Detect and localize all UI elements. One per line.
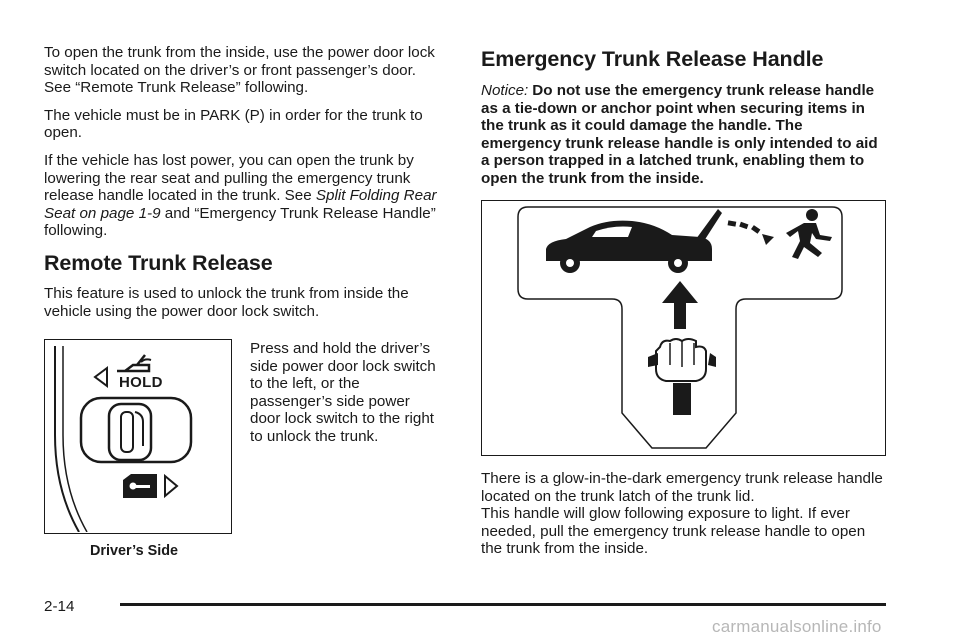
release-handle-illustration: [482, 201, 884, 454]
power-loss-paragraph: [44, 152, 444, 240]
remote-trunk-heading: Remote Trunk Release: [44, 251, 273, 275]
power-loss-text: If the vehicle has lost power, you can open the trunk by lowering the rear seat and pulling the emergency trunk release handle located in the trunk. See: [44, 151, 414, 205]
power-loss-text-end: and “Emergency Trunk Release Handle” following.: [44, 204, 436, 240]
watermark: carmanualsonline.info: [712, 617, 882, 636]
notice-text: Do not use the emergency trunk release handle as a tie-down or anchor point when securing items in the trunk as it could damage the handle. The emergency trunk release handle is only intended to aid a person trapped in a latched trunk, enabling them to open the trunk from the inside.: [481, 82, 878, 187]
feature-paragraph: This feature is used to unlock the trunk from inside the vehicle using the power door lock switch.: [44, 285, 409, 320]
release-handle-grip[interactable]: [673, 383, 691, 415]
glow-text-1: There is a glow-in-the-dark emergency trunk release handle located on the trunk latch of the trunk lid.: [481, 470, 883, 505]
hold-label: HOLD: [119, 374, 163, 391]
footer-rule: [120, 603, 886, 606]
door-switch-illustration: [45, 340, 230, 532]
glow-text-2: This handle will glow following exposure to light. If ever needed, pull the emergency trunk release handle to open the trunk from the inside.: [481, 505, 866, 558]
glow-paragraph: [481, 470, 885, 558]
emergency-release-heading: Emergency Trunk Release Handle: [481, 47, 824, 71]
park-paragraph: The vehicle must be in PARK (P) in order for the trunk to open.: [44, 106, 423, 142]
notice-block: [481, 82, 885, 188]
intro-paragraph: To open the trunk from the inside, use the power door lock switch located on the driver’s or front passenger’s door. See “Remote Trunk Release” following.: [44, 44, 435, 97]
driver-switch-figure: [44, 339, 232, 534]
press-hold-paragraph: Press and hold the driver’s side power door lock switch to the left, or the passenger’s side power door lock switch to the right to unlock the trunk.: [250, 340, 436, 445]
trunk-release-figure: [481, 200, 886, 456]
split-seat-reference[interactable]: Split Folding Rear Seat on page 1-9: [44, 187, 437, 222]
page-number: 2-14: [44, 598, 75, 615]
left-column: [44, 44, 444, 250]
figure-caption: Driver’s Side: [90, 543, 178, 559]
door-lock-icon: [123, 474, 157, 498]
notice-label: Notice:: [481, 82, 529, 99]
